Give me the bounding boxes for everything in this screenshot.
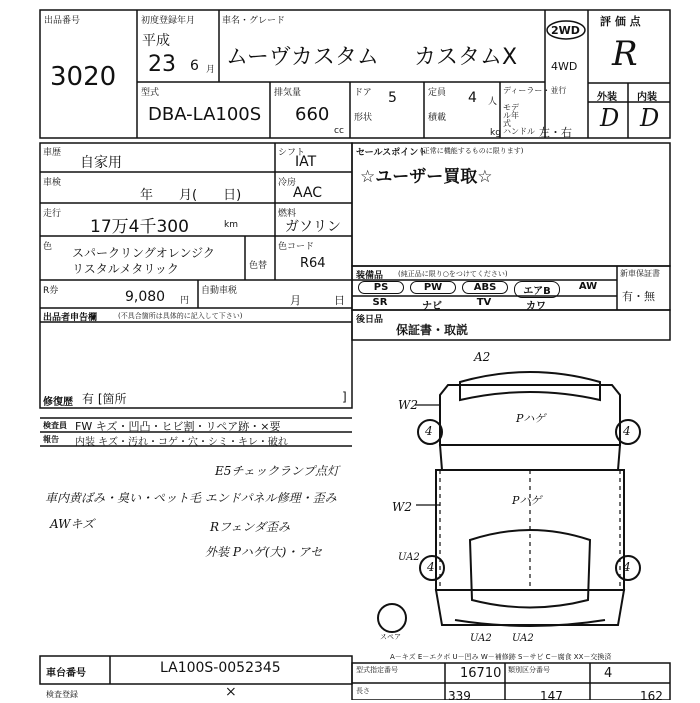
ac-label: 冷房 bbox=[278, 178, 297, 188]
mark-ua2-rear-1: UA2 bbox=[470, 633, 492, 644]
spare-label: スペア bbox=[380, 633, 401, 641]
tax-amount: 9,080 bbox=[125, 289, 166, 305]
drive-4wd: 4WD bbox=[551, 60, 578, 73]
recolor-label: 色替 bbox=[249, 261, 268, 271]
model-label: 型式 bbox=[141, 88, 160, 98]
doors: 5 bbox=[388, 90, 397, 106]
mark-paint-peel-roof: Pハゲ bbox=[512, 494, 542, 507]
new-car-warranty: 有・無 bbox=[622, 290, 655, 303]
lot-label: 出品番号 bbox=[44, 16, 81, 26]
equipment-items bbox=[358, 281, 616, 295]
registration-year: 23 bbox=[148, 52, 176, 77]
extra-items: 保証書・取説 bbox=[396, 323, 469, 337]
shift-label: シフト bbox=[278, 148, 306, 158]
score-label: 評 価 点 bbox=[600, 15, 641, 28]
model-year-label: モデル年式 bbox=[503, 103, 519, 128]
load-label: 積載 bbox=[428, 113, 447, 123]
inspector-label: 検査員 bbox=[43, 421, 67, 430]
length-label: 長さ bbox=[356, 687, 370, 695]
car-grade: カスタムX bbox=[414, 45, 518, 70]
recycle-month: 月 日 bbox=[290, 294, 345, 307]
declaration-label: 出品者申告欄 bbox=[43, 313, 98, 323]
height-value: 162 bbox=[640, 689, 663, 703]
ac: AAC bbox=[293, 185, 323, 201]
car-name: ムーヴカスタム bbox=[226, 45, 379, 70]
recycle-label: 自動車税 bbox=[201, 286, 238, 296]
tax-unit: 円 bbox=[180, 296, 190, 306]
first-registration-label: 初度登録年月 bbox=[141, 16, 196, 26]
note-line-2: 車内黄ばみ・臭い・ペット毛 エンドパネル修理・歪み bbox=[45, 491, 337, 505]
exterior-label: 外装 bbox=[597, 92, 617, 103]
footer-mark: × bbox=[225, 684, 237, 700]
mark-w2-side: W2 bbox=[392, 500, 412, 514]
era: 平成 bbox=[142, 33, 170, 49]
person-unit: 人 bbox=[488, 97, 498, 107]
class-number: 4 bbox=[604, 666, 613, 681]
capacity-label: 定員 bbox=[428, 88, 447, 98]
mark-paint-peel-hood: Pハゲ bbox=[516, 412, 546, 425]
shift: IAT bbox=[295, 154, 317, 170]
dealer-label: ディーラー・並行 bbox=[503, 86, 567, 95]
mark-tire-fl: 4 bbox=[425, 424, 433, 438]
repair-value: 有 [箇所 bbox=[82, 392, 127, 406]
lot-number: 3020 bbox=[50, 62, 117, 92]
handle-label: ハンドル bbox=[503, 127, 535, 136]
fuel: ガソリン bbox=[285, 219, 341, 235]
drive-2wd: 2WD bbox=[551, 24, 580, 37]
inspector-row-2: 内装 キズ・汚れ・コゲ・穴・シミ・キレ・破れ bbox=[75, 437, 288, 448]
width-value: 147 bbox=[540, 689, 563, 703]
mark-tire-rr: 4 bbox=[623, 560, 631, 574]
inspector-report-label: 報告 bbox=[43, 435, 59, 444]
tax-label: R券 bbox=[43, 286, 59, 296]
chassis-number: LA100S-0052345 bbox=[160, 660, 281, 676]
color-line-1: スパークリングオレンジク bbox=[72, 246, 215, 260]
sales-point-note: (正常に機能するものに限ります) bbox=[420, 147, 524, 155]
equipment-item: TV bbox=[476, 297, 492, 308]
mark-ua2-rear-2: UA2 bbox=[512, 633, 534, 644]
equipment-item: ナビ bbox=[422, 301, 442, 312]
fuel-label: 燃料 bbox=[278, 209, 297, 219]
kg-unit: kg bbox=[490, 128, 501, 138]
equipment-item: SR bbox=[372, 297, 388, 308]
repair-label: 修復歴 bbox=[43, 397, 73, 408]
color-line-2: リスタルメタリック bbox=[72, 262, 179, 276]
new-car-warranty-label: 新車保証書 bbox=[620, 269, 660, 278]
use: 自家用 bbox=[80, 155, 122, 171]
inspector-row-1: FW キズ・凹凸・ヒビ割・リペア跡・×要 bbox=[75, 420, 281, 433]
inspection-label: 車検 bbox=[43, 178, 62, 188]
use-label: 車歴 bbox=[43, 148, 62, 158]
equipment-item: PW bbox=[410, 281, 456, 294]
capacity: 4 bbox=[468, 90, 477, 106]
color-code: R64 bbox=[300, 256, 326, 271]
equipment-item: エアB bbox=[514, 281, 560, 298]
mark-a2-front: A2 bbox=[474, 350, 491, 364]
mileage: 17万4千300 bbox=[90, 217, 189, 237]
handle: 左・右 bbox=[539, 126, 572, 139]
displacement: 660 bbox=[295, 104, 330, 125]
interior-grade: D bbox=[640, 104, 660, 132]
extra-items-label: 後日品 bbox=[356, 315, 384, 325]
note-line-5: 外装 Pハゲ(大)・アセ bbox=[205, 545, 323, 559]
overall-score: R bbox=[612, 34, 638, 74]
spec-number-label: 型式指定番号 bbox=[356, 666, 398, 674]
equipment-label: 装備品 bbox=[356, 271, 384, 281]
car-name-label: 車名・グレード bbox=[222, 16, 286, 26]
exterior-grade: D bbox=[600, 104, 620, 132]
declaration-note: (不具合箇所は具体的に記入して下さい) bbox=[118, 312, 243, 320]
sales-point-text: ☆ユーザー買取☆ bbox=[360, 167, 493, 187]
mileage-label: 走行 bbox=[43, 209, 62, 219]
doors-label: ドア bbox=[354, 88, 372, 98]
note-line-4: Rフェンダ歪み bbox=[210, 520, 290, 534]
sales-point-label: セールスポイント bbox=[356, 148, 428, 158]
displacement-label: 排気量 bbox=[274, 88, 302, 98]
note-line-3: AWキズ bbox=[50, 517, 95, 531]
equipment-item: ABS bbox=[462, 281, 508, 294]
inspection: 年 月( 日) bbox=[140, 188, 242, 203]
equipment-note: (純正品に限り○をつけてください) bbox=[398, 270, 508, 278]
damage-legend: A－キズ E－エクボ U－凹み W－補修跡 S－サビ C－腐食 XX－交換済 bbox=[390, 653, 612, 661]
chassis-label: 車台番号 bbox=[46, 668, 86, 679]
class-number-label: 類別区分番号 bbox=[508, 666, 550, 674]
length-value: 339 bbox=[448, 689, 471, 703]
cc-unit: cc bbox=[334, 126, 344, 136]
registration-month: 6 bbox=[190, 58, 199, 74]
mark-w2-front: W2 bbox=[398, 398, 418, 412]
note-line-1: E5チェックランプ点灯 bbox=[215, 464, 340, 478]
km-unit: km bbox=[224, 220, 238, 230]
repair-close: ] bbox=[342, 390, 347, 404]
mark-tire-rl: 4 bbox=[427, 560, 435, 574]
mark-ua2-rear-left: UA2 bbox=[398, 552, 420, 563]
color-label: 色 bbox=[43, 242, 53, 252]
interior-label: 内装 bbox=[637, 92, 657, 103]
equipment-item: カワ bbox=[526, 301, 546, 312]
equipment-item: AW bbox=[578, 281, 598, 292]
spec-number: 16710 bbox=[460, 666, 502, 681]
color-code-label: 色コード bbox=[278, 242, 315, 252]
shape-label: 形状 bbox=[354, 113, 373, 123]
mark-tire-fr: 4 bbox=[623, 424, 631, 438]
registration-label: 検査登録 bbox=[46, 690, 78, 699]
month-unit: 月 bbox=[206, 65, 216, 75]
model-code: DBA-LA100S bbox=[148, 104, 262, 125]
equipment-items-2 bbox=[358, 297, 616, 312]
equipment-item: PS bbox=[358, 281, 404, 294]
